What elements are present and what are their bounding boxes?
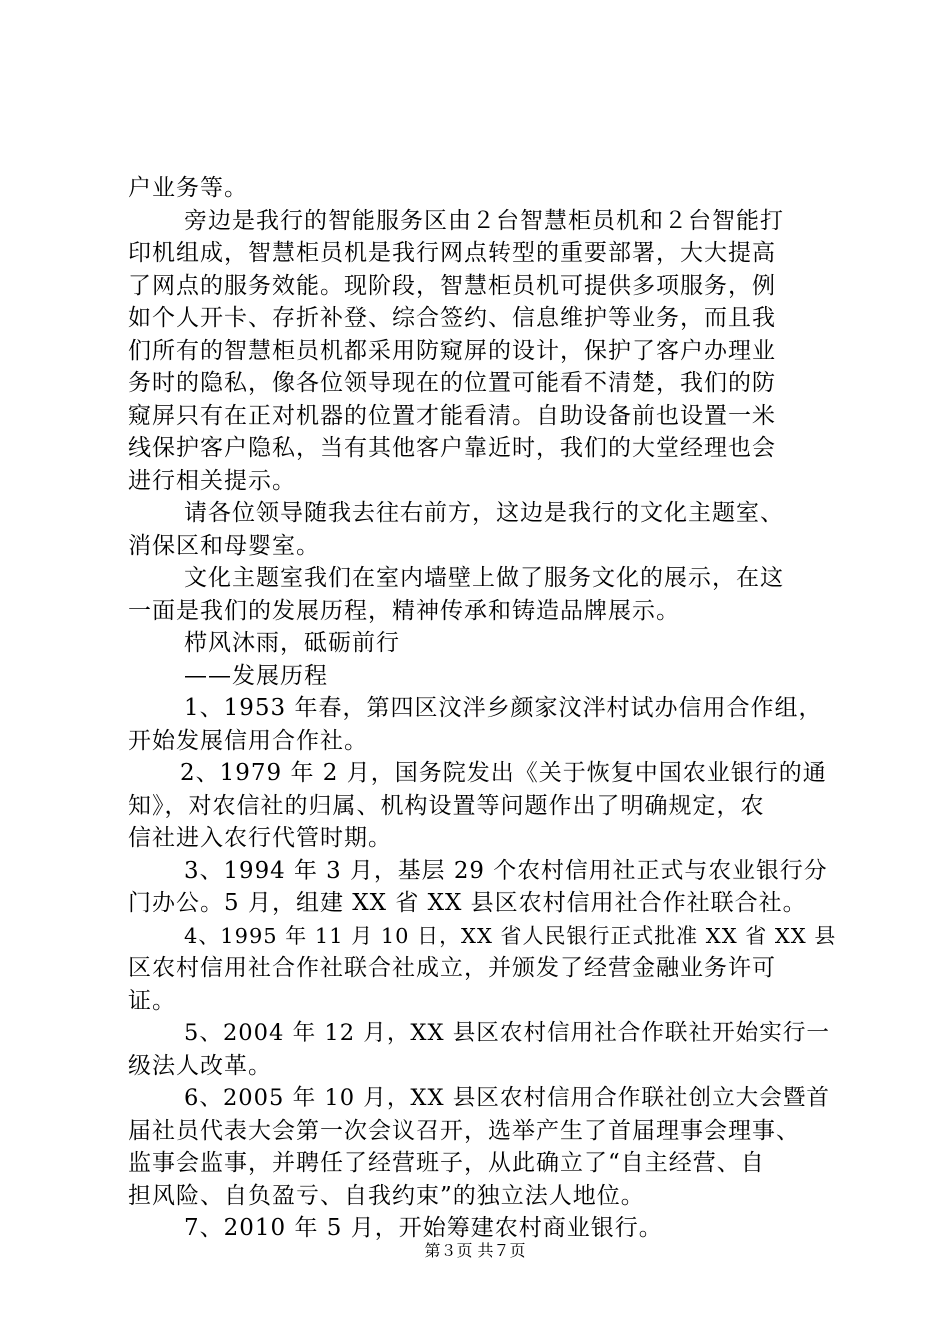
text-line: 们所有的智慧柜员机都采用防窥屏的设计，保护了客户办理业	[128, 337, 776, 364]
text-line: 担风险、自负盈亏、自我约束”的独立法人地位。	[128, 1182, 645, 1209]
text-line: 3、1994 年 3 月，基层 29 个农村信用社正式与农业银行分	[184, 857, 828, 884]
text-line: 印机组成，智慧柜员机是我行网点转型的重要部署，大大提高	[128, 240, 776, 266]
text-line: 请各位领导随我去往右前方，这边是我行的文化主题室、	[184, 500, 784, 526]
text-line: 信社进入农行代管时期。	[128, 825, 392, 851]
text-line: 了网点的服务效能。现阶段，智慧柜员机可提供多项服务，例	[128, 272, 776, 299]
text-line: 窥屏只有在正对机器的位置才能看清。自助设备前也设置一米	[128, 402, 776, 429]
text-line: 如个人开卡、存折补登、综合签约、信息维护等业务，而且我	[128, 305, 776, 331]
text-line: ——发展历程	[184, 662, 328, 689]
text-line: 4、1995 年 11 月 10 日，XX 省人民银行正式批准 XX 省 XX 县	[184, 923, 837, 948]
body-text	[128, 172, 837, 1245]
text-line: 消保区和母婴室。	[128, 532, 320, 559]
text-line: 户业务等。	[128, 175, 248, 201]
text-line: 区农村信用社合作社联合社成立，并颁发了经营金融业务许可	[128, 955, 776, 981]
text-line: 务时的隐私，像各位领导现在的位置可能看不清楚，我们的防	[128, 370, 776, 396]
page-footer: 第３页 共７页	[424, 1241, 526, 1260]
text-line: 7、2010 年 5 月，开始筹建农村商业银行。	[184, 1215, 663, 1241]
text-line: 6、2005 年 10 月，XX 县区农村信用合作联社创立大会暨首	[184, 1085, 830, 1111]
text-line: 线保护客户隐私，当有其他客户靠近时，我们的大堂经理也会	[128, 435, 776, 461]
text-line: 栉风沐雨，砥砺前行	[184, 630, 400, 656]
text-line: 级法人改革。	[128, 1052, 272, 1079]
text-line: 一面是我们的发展历程，精神传承和铸造品牌展示。	[128, 597, 680, 624]
text-line: 门办公。5 月，组建 XX 省 XX 县区农村信用社合作社联合社。	[128, 890, 807, 916]
text-line: 监事会监事，并聘任了经营班子，从此确立了“自主经营、自	[128, 1150, 765, 1176]
text-line: 证。	[128, 987, 176, 1014]
text-line: 知》，对农信社的归属、机构设置等问题作出了明确规定，农	[128, 792, 765, 819]
text-line: 旁边是我行的智能服务区由２台智慧柜员机和２台智能打	[184, 207, 784, 234]
text-line: 2、1979 年 2 月，国务院发出《关于恢复中国农业银行的通	[180, 760, 827, 786]
text-line: 1、1953 年春，第四区汶泮乡颜家汶泮村试办信用合作组，	[184, 695, 823, 721]
text-line: 届社员代表大会第一次会议召开，选举产生了首届理事会理事、	[128, 1117, 800, 1144]
text-line: 文化主题室我们在室内墙壁上做了服务文化的展示，在这	[184, 565, 784, 591]
text-line: 进行相关提示。	[128, 467, 296, 494]
text-line: 5、2004 年 12 月，XX 县区农村信用社合作联社开始实行一	[184, 1020, 830, 1046]
text-line: 开始发展信用合作社。	[128, 727, 368, 754]
